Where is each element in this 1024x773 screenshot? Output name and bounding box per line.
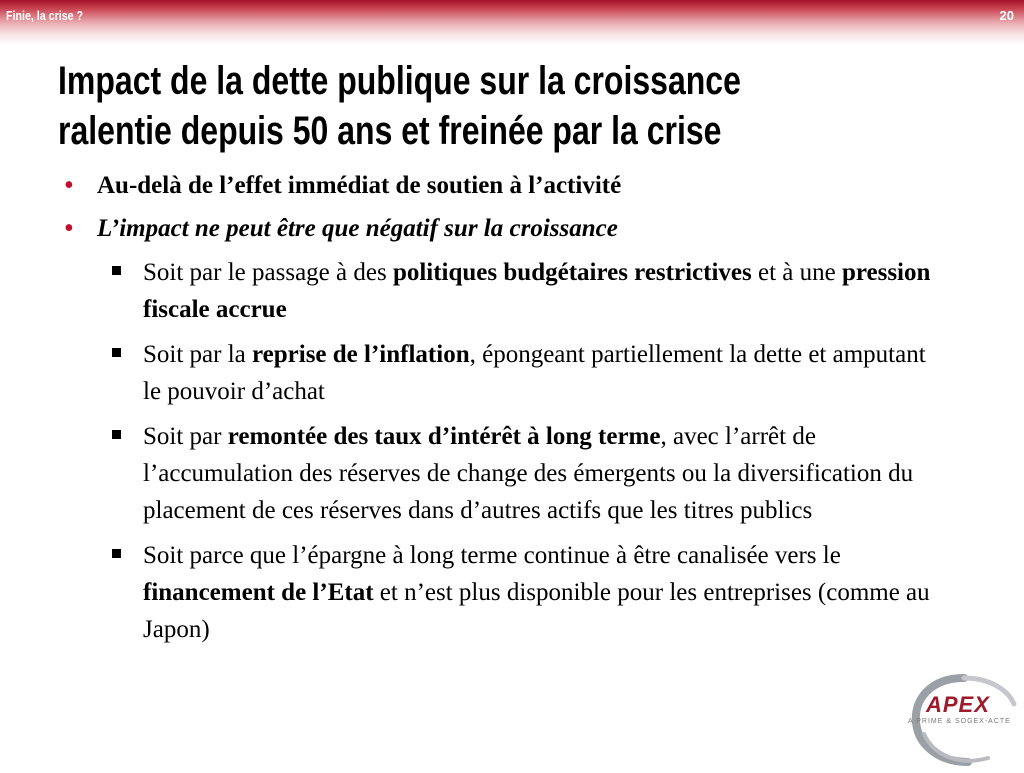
sub-bullet-text: Soit par: [143, 423, 228, 450]
logo-tagline: A PRIME & SOGEX-ACTE: [908, 718, 1011, 725]
square-bullet-icon: [112, 266, 121, 275]
square-bullet-icon: [112, 430, 121, 439]
sub-bullet-emphasis: remontée des taux d’intérêt à long terme: [227, 423, 661, 450]
bullet-dot-icon: •: [64, 213, 74, 244]
sub-bullet-emphasis: financement de l’Etat: [143, 579, 374, 606]
bullet-dot-icon: •: [64, 170, 74, 201]
sub-bullet-text: et à une: [751, 259, 842, 286]
sub-bullet-item: [0, 418, 943, 529]
sub-bullet-emphasis: reprise de l’inflation: [252, 341, 470, 368]
section-title: Finie, la crise ?: [6, 8, 84, 23]
square-bullet-icon: [112, 348, 121, 357]
sub-bullet-emphasis: politiques budgétaires restrictives: [392, 259, 752, 286]
header-band: [0, 0, 1024, 46]
sub-bullet-item: [0, 537, 943, 648]
sub-bullet-text: Soit par le passage à des: [143, 259, 393, 286]
sub-bullet-item: [0, 254, 943, 328]
sub-bullet-emphasis: pression fiscale accrue: [143, 259, 931, 323]
square-bullet-icon: [112, 549, 121, 558]
sub-bullet-item: [0, 336, 943, 410]
slide-title-line-1: Impact de la dette publique sur la croissance: [58, 59, 741, 103]
logo-wordmark: APEX: [926, 692, 990, 717]
bullet-item: [0, 168, 947, 203]
slide-title: [58, 56, 938, 156]
sub-bullet-text: , avec l’arrêt de l’accumulation des réserves de change des émergents ou la diversification du placement de ces réserves dans d’autres actifs que les titres publics: [143, 423, 914, 524]
bullet-item: [0, 211, 947, 246]
sub-bullet-text: Soit parce que l’épargne à long terme continue à être canalisée vers le: [143, 542, 841, 569]
sub-bullet-text: Soit par la: [143, 341, 253, 368]
page-number: 20: [999, 8, 1014, 23]
bullet-text: Au-delà de l’effet immédiat de soutien à l’activité: [97, 172, 622, 199]
sub-bullet-text: , épongeant partiellement la dette et amputant le pouvoir d’achat: [143, 341, 926, 405]
bullet-text: L’impact ne peut être que négatif sur la croissance: [97, 215, 618, 242]
apex-logo: [904, 672, 1024, 768]
slide-body: [0, 168, 1024, 656]
sub-bullet-text: et n’est plus disponible pour les entreprises (comme au Japon): [143, 579, 930, 643]
slide-title-line-2: ralentie depuis 50 ans et freinée par la crise: [58, 109, 722, 153]
